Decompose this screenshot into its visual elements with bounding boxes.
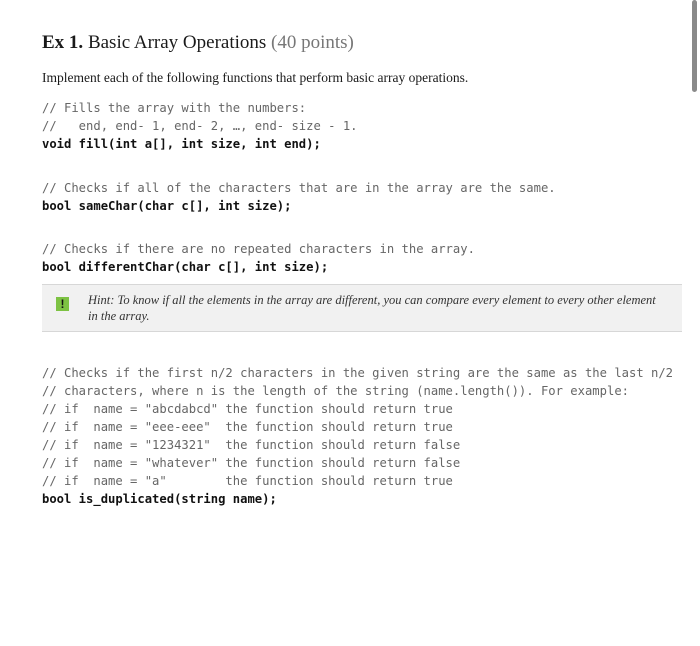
differentchar-code-block (42, 240, 475, 276)
duplicated-example: // if name = "eee-eee" the function should return true (42, 420, 453, 434)
exercise-number: Ex 1. (42, 32, 84, 53)
duplicated-example: // if name = "whatever" the function should return false (42, 456, 461, 470)
differentchar-signature: bool differentChar(char c[], int size); (42, 260, 329, 274)
samechar-comment: // Checks if all of the characters that are in the array are the same. (42, 181, 556, 195)
fill-code-block (42, 99, 358, 153)
differentchar-comment: // Checks if there are no repeated characters in the array. (42, 242, 475, 256)
fill-signature: void fill(int a[], int size, int end); (42, 137, 321, 151)
fill-comment-2: // end, end- 1, end- 2, …, end- size - 1. (42, 119, 358, 133)
fill-comment-1: // Fills the array with the numbers: (42, 101, 307, 115)
exclamation-icon: ! (56, 297, 69, 311)
samechar-signature: bool sameChar(char c[], int size); (42, 199, 292, 213)
hint-text: Hint: To know if all the elements in the array are different, you can compare every element to every other element in the array. (88, 293, 656, 323)
duplicated-example: // if name = "a" the function should return true (42, 474, 453, 488)
intro-text: Implement each of the following functions that perform basic array operations. (42, 70, 469, 85)
duplicated-comment: // characters, where n is the length of the string (name.length()). For example: (42, 384, 629, 398)
exercise-points: (40 points) (271, 32, 354, 53)
hint-box (42, 284, 682, 332)
exercise-title (42, 32, 354, 54)
duplicated-example: // if name = "abcdabcd" the function should return true (42, 402, 453, 416)
duplicated-code-block (42, 364, 673, 508)
duplicated-comment: // Checks if the first n/2 characters in the given string are the same as the last n/2 (42, 366, 674, 380)
duplicated-example: // if name = "1234321" the function should return false (42, 438, 461, 452)
scrollbar[interactable] (692, 0, 697, 92)
duplicated-signature: bool is_duplicated(string name); (42, 492, 277, 506)
exercise-name: Basic Array Operations (87, 32, 267, 53)
samechar-code-block (42, 179, 556, 215)
